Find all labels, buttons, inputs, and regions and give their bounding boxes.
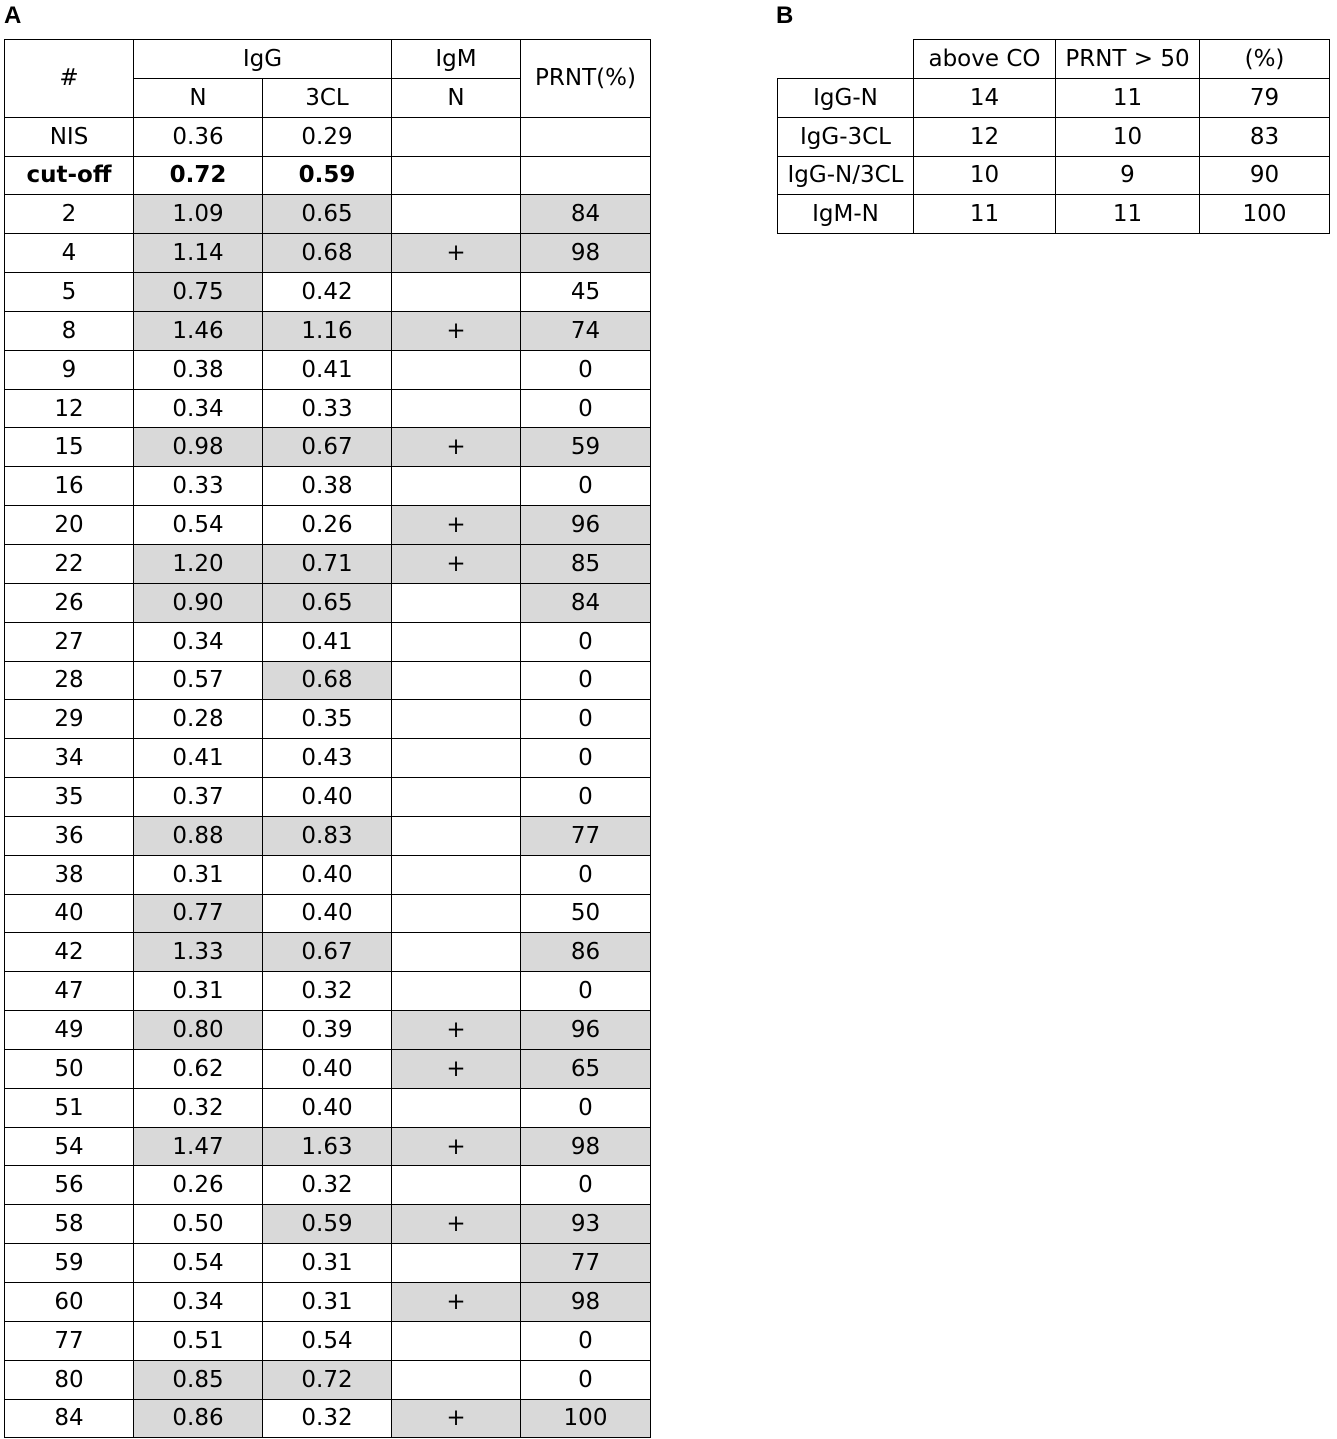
table-row xyxy=(5,1088,651,1127)
igm-n-cell xyxy=(392,389,521,428)
table-row xyxy=(5,894,651,933)
igg-3cl-cell: 0.32 xyxy=(263,972,392,1011)
table-row xyxy=(5,1283,651,1322)
igg-3cl-cell: 0.26 xyxy=(263,506,392,545)
header-igm: IgM xyxy=(392,40,521,79)
igg-n-cell: 1.20 xyxy=(134,544,263,583)
table-a-body xyxy=(5,117,651,1438)
prnt-cell: 84 xyxy=(521,195,651,234)
table-row xyxy=(5,311,651,350)
prnt-cell: 77 xyxy=(521,1244,651,1283)
prnt-cell: 59 xyxy=(521,428,651,467)
sample-id-cell: 16 xyxy=(5,467,134,506)
table-row xyxy=(5,1399,651,1438)
summary-header-prnt: PRNT > 50 xyxy=(1056,40,1200,79)
igm-n-cell xyxy=(392,622,521,661)
summary-header-percent: (%) xyxy=(1200,40,1330,79)
igm-n-cell xyxy=(392,700,521,739)
igg-3cl-cell: 0.40 xyxy=(263,894,392,933)
sample-id-cell: 35 xyxy=(5,778,134,817)
summary-percent-cell: 100 xyxy=(1200,195,1330,234)
sample-id-cell: 28 xyxy=(5,661,134,700)
prnt-cell: 0 xyxy=(521,1360,651,1399)
table-row xyxy=(5,1360,651,1399)
igg-3cl-cell: 1.63 xyxy=(263,1127,392,1166)
prnt-cell: 77 xyxy=(521,816,651,855)
sample-id-cell: 40 xyxy=(5,894,134,933)
igg-3cl-cell: 0.40 xyxy=(263,855,392,894)
table-row xyxy=(5,583,651,622)
header-prnt: PRNT(%) xyxy=(521,40,651,118)
igm-n-cell: + xyxy=(392,1283,521,1322)
sample-id-cell: 34 xyxy=(5,739,134,778)
sample-id-cell: 47 xyxy=(5,972,134,1011)
sample-id-cell: 56 xyxy=(5,1166,134,1205)
igg-n-cell: 0.98 xyxy=(134,428,263,467)
igm-n-cell xyxy=(392,739,521,778)
table-row xyxy=(5,1205,651,1244)
igg-3cl-cell: 0.65 xyxy=(263,195,392,234)
sample-id-cell: cut-off xyxy=(5,156,134,195)
igm-n-cell: + xyxy=(392,1399,521,1438)
prnt-cell: 0 xyxy=(521,700,651,739)
igm-n-cell xyxy=(392,816,521,855)
igm-n-cell: + xyxy=(392,544,521,583)
igm-n-cell xyxy=(392,972,521,1011)
igm-n-cell: + xyxy=(392,1011,521,1050)
igg-n-cell: 0.88 xyxy=(134,816,263,855)
prnt-cell: 96 xyxy=(521,506,651,545)
sample-id-cell: 9 xyxy=(5,350,134,389)
sample-id-cell: 51 xyxy=(5,1088,134,1127)
igg-n-cell: 0.57 xyxy=(134,661,263,700)
table-row xyxy=(5,273,651,312)
summary-above-co-cell: 12 xyxy=(914,117,1056,156)
igg-n-cell: 1.33 xyxy=(134,933,263,972)
igm-n-cell xyxy=(392,156,521,195)
prnt-cell: 93 xyxy=(521,1205,651,1244)
sample-id-cell: 2 xyxy=(5,195,134,234)
prnt-cell: 0 xyxy=(521,661,651,700)
prnt-cell: 50 xyxy=(521,894,651,933)
prnt-cell: 0 xyxy=(521,350,651,389)
igm-n-cell xyxy=(392,1088,521,1127)
igg-n-cell: 0.32 xyxy=(134,1088,263,1127)
igg-n-cell: 0.36 xyxy=(134,117,263,156)
summary-corner-cell xyxy=(778,40,914,79)
sample-id-cell: 22 xyxy=(5,544,134,583)
prnt-cell: 98 xyxy=(521,234,651,273)
table-row xyxy=(5,622,651,661)
panel-b-label: B xyxy=(776,2,794,29)
sample-id-cell: 58 xyxy=(5,1205,134,1244)
igm-n-cell xyxy=(392,467,521,506)
igg-3cl-cell: 0.40 xyxy=(263,1049,392,1088)
sample-id-cell: 12 xyxy=(5,389,134,428)
header-igm-n: N xyxy=(392,78,521,117)
summary-prnt-cell: 10 xyxy=(1056,117,1200,156)
igm-n-cell xyxy=(392,273,521,312)
igg-3cl-cell: 0.65 xyxy=(263,583,392,622)
sample-id-cell: 4 xyxy=(5,234,134,273)
table-row xyxy=(5,933,651,972)
igg-n-cell: 1.09 xyxy=(134,195,263,234)
igg-n-cell: 0.31 xyxy=(134,855,263,894)
igg-n-cell: 0.54 xyxy=(134,1244,263,1283)
igg-n-cell: 0.54 xyxy=(134,506,263,545)
igg-n-cell: 0.38 xyxy=(134,350,263,389)
igg-3cl-cell: 0.41 xyxy=(263,622,392,661)
prnt-cell: 86 xyxy=(521,933,651,972)
table-row xyxy=(5,506,651,545)
igm-n-cell xyxy=(392,855,521,894)
header-hash: # xyxy=(5,40,134,118)
table-row xyxy=(5,156,651,195)
summary-prnt-cell: 9 xyxy=(1056,156,1200,195)
sample-id-cell: 20 xyxy=(5,506,134,545)
prnt-cell: 0 xyxy=(521,622,651,661)
sample-id-cell: 49 xyxy=(5,1011,134,1050)
summary-header-above-co: above CO xyxy=(914,40,1056,79)
igg-n-cell: 0.86 xyxy=(134,1399,263,1438)
header-igg: IgG xyxy=(134,40,392,79)
igg-n-cell: 0.80 xyxy=(134,1011,263,1050)
table-row xyxy=(778,195,1330,234)
igg-3cl-cell: 0.35 xyxy=(263,700,392,739)
summary-row-label: IgG-3CL xyxy=(778,117,914,156)
sample-id-cell: 42 xyxy=(5,933,134,972)
igm-n-cell: + xyxy=(392,428,521,467)
table-row xyxy=(5,972,651,1011)
table-row xyxy=(5,350,651,389)
table-row xyxy=(5,1166,651,1205)
igm-n-cell: + xyxy=(392,506,521,545)
igg-3cl-cell: 0.67 xyxy=(263,428,392,467)
prnt-cell: 84 xyxy=(521,583,651,622)
igg-n-cell: 0.72 xyxy=(134,156,263,195)
igg-n-cell: 0.85 xyxy=(134,1360,263,1399)
table-row xyxy=(5,467,651,506)
header-igg-3cl: 3CL xyxy=(263,78,392,117)
prnt-cell: 0 xyxy=(521,1321,651,1360)
igg-3cl-cell: 0.40 xyxy=(263,778,392,817)
igg-n-cell: 0.26 xyxy=(134,1166,263,1205)
table-row xyxy=(5,855,651,894)
summary-row-label: IgG-N/3CL xyxy=(778,156,914,195)
igg-n-cell: 0.34 xyxy=(134,1283,263,1322)
summary-percent-cell: 90 xyxy=(1200,156,1330,195)
igg-3cl-cell: 0.43 xyxy=(263,739,392,778)
igg-3cl-cell: 0.31 xyxy=(263,1244,392,1283)
table-row xyxy=(5,1011,651,1050)
igg-3cl-cell: 0.29 xyxy=(263,117,392,156)
sample-id-cell: 26 xyxy=(5,583,134,622)
igg-3cl-cell: 0.59 xyxy=(263,1205,392,1244)
summary-prnt-cell: 11 xyxy=(1056,195,1200,234)
igm-n-cell xyxy=(392,778,521,817)
igm-n-cell: + xyxy=(392,234,521,273)
igg-n-cell: 1.47 xyxy=(134,1127,263,1166)
table-row xyxy=(5,700,651,739)
igg-n-cell: 0.51 xyxy=(134,1321,263,1360)
table-row xyxy=(5,1127,651,1166)
sample-id-cell: 38 xyxy=(5,855,134,894)
igg-3cl-cell: 0.54 xyxy=(263,1321,392,1360)
igm-n-cell xyxy=(392,195,521,234)
igg-3cl-cell: 0.59 xyxy=(263,156,392,195)
sample-id-cell: 77 xyxy=(5,1321,134,1360)
igg-3cl-cell: 0.71 xyxy=(263,544,392,583)
table-row xyxy=(5,661,651,700)
igm-n-cell xyxy=(392,350,521,389)
prnt-cell: 0 xyxy=(521,972,651,1011)
table-row xyxy=(5,1049,651,1088)
sample-id-cell: 60 xyxy=(5,1283,134,1322)
igg-n-cell: 0.28 xyxy=(134,700,263,739)
table-row xyxy=(778,78,1330,117)
igg-n-cell: 0.34 xyxy=(134,622,263,661)
prnt-cell: 0 xyxy=(521,1088,651,1127)
igm-n-cell: + xyxy=(392,1205,521,1244)
igg-3cl-cell: 0.68 xyxy=(263,661,392,700)
sample-id-cell: 5 xyxy=(5,273,134,312)
prnt-cell: 96 xyxy=(521,1011,651,1050)
igg-n-cell: 0.31 xyxy=(134,972,263,1011)
table-row xyxy=(5,816,651,855)
sample-id-cell: 54 xyxy=(5,1127,134,1166)
table-row xyxy=(5,739,651,778)
igg-3cl-cell: 1.16 xyxy=(263,311,392,350)
summary-above-co-cell: 14 xyxy=(914,78,1056,117)
antibody-prnt-table xyxy=(4,39,651,1438)
igg-n-cell: 0.75 xyxy=(134,273,263,312)
table-row xyxy=(778,156,1330,195)
igm-n-cell xyxy=(392,1360,521,1399)
igm-n-cell: + xyxy=(392,311,521,350)
igg-3cl-cell: 0.40 xyxy=(263,1088,392,1127)
igg-3cl-cell: 0.31 xyxy=(263,1283,392,1322)
prnt-cell: 100 xyxy=(521,1399,651,1438)
table-row xyxy=(5,234,651,273)
summary-table xyxy=(777,39,1330,234)
sample-id-cell: NIS xyxy=(5,117,134,156)
igg-n-cell: 0.90 xyxy=(134,583,263,622)
prnt-cell: 0 xyxy=(521,855,651,894)
igg-3cl-cell: 0.41 xyxy=(263,350,392,389)
table-row xyxy=(5,544,651,583)
igg-n-cell: 0.77 xyxy=(134,894,263,933)
igg-3cl-cell: 0.32 xyxy=(263,1399,392,1438)
igg-n-cell: 0.37 xyxy=(134,778,263,817)
igg-n-cell: 0.41 xyxy=(134,739,263,778)
igm-n-cell xyxy=(392,1244,521,1283)
igg-3cl-cell: 0.38 xyxy=(263,467,392,506)
prnt-cell: 0 xyxy=(521,467,651,506)
prnt-cell xyxy=(521,117,651,156)
prnt-cell: 98 xyxy=(521,1127,651,1166)
prnt-cell: 0 xyxy=(521,1166,651,1205)
sample-id-cell: 80 xyxy=(5,1360,134,1399)
prnt-cell: 65 xyxy=(521,1049,651,1088)
prnt-cell: 0 xyxy=(521,739,651,778)
igg-3cl-cell: 0.33 xyxy=(263,389,392,428)
sample-id-cell: 36 xyxy=(5,816,134,855)
igg-n-cell: 0.33 xyxy=(134,467,263,506)
igg-n-cell: 0.50 xyxy=(134,1205,263,1244)
summary-above-co-cell: 10 xyxy=(914,156,1056,195)
table-row xyxy=(778,117,1330,156)
table-row xyxy=(5,1321,651,1360)
prnt-cell xyxy=(521,156,651,195)
igg-n-cell: 0.34 xyxy=(134,389,263,428)
summary-row-label: IgM-N xyxy=(778,195,914,234)
prnt-cell: 85 xyxy=(521,544,651,583)
igg-3cl-cell: 0.68 xyxy=(263,234,392,273)
igg-n-cell: 0.62 xyxy=(134,1049,263,1088)
igg-n-cell: 1.14 xyxy=(134,234,263,273)
igg-3cl-cell: 0.72 xyxy=(263,1360,392,1399)
sample-id-cell: 50 xyxy=(5,1049,134,1088)
igm-n-cell xyxy=(392,117,521,156)
table-row xyxy=(5,428,651,467)
table-row xyxy=(5,778,651,817)
igm-n-cell xyxy=(392,1166,521,1205)
table-row xyxy=(5,389,651,428)
igg-3cl-cell: 0.32 xyxy=(263,1166,392,1205)
table-b-body xyxy=(778,78,1330,233)
summary-above-co-cell: 11 xyxy=(914,195,1056,234)
prnt-cell: 74 xyxy=(521,311,651,350)
igg-3cl-cell: 0.83 xyxy=(263,816,392,855)
summary-percent-cell: 79 xyxy=(1200,78,1330,117)
sample-id-cell: 8 xyxy=(5,311,134,350)
igm-n-cell xyxy=(392,661,521,700)
sample-id-cell: 29 xyxy=(5,700,134,739)
prnt-cell: 0 xyxy=(521,778,651,817)
summary-percent-cell: 83 xyxy=(1200,117,1330,156)
igm-n-cell: + xyxy=(392,1127,521,1166)
prnt-cell: 98 xyxy=(521,1283,651,1322)
table-row xyxy=(5,1244,651,1283)
panel-a-label: A xyxy=(4,2,22,29)
sample-id-cell: 15 xyxy=(5,428,134,467)
header-igg-n: N xyxy=(134,78,263,117)
igm-n-cell xyxy=(392,1321,521,1360)
igm-n-cell xyxy=(392,894,521,933)
igm-n-cell: + xyxy=(392,1049,521,1088)
table-row xyxy=(5,117,651,156)
igg-3cl-cell: 0.67 xyxy=(263,933,392,972)
sample-id-cell: 27 xyxy=(5,622,134,661)
igg-n-cell: 1.46 xyxy=(134,311,263,350)
summary-row-label: IgG-N xyxy=(778,78,914,117)
igg-3cl-cell: 0.39 xyxy=(263,1011,392,1050)
sample-id-cell: 59 xyxy=(5,1244,134,1283)
table-row xyxy=(5,195,651,234)
prnt-cell: 45 xyxy=(521,273,651,312)
prnt-cell: 0 xyxy=(521,389,651,428)
summary-prnt-cell: 11 xyxy=(1056,78,1200,117)
sample-id-cell: 84 xyxy=(5,1399,134,1438)
igm-n-cell xyxy=(392,933,521,972)
igg-3cl-cell: 0.42 xyxy=(263,273,392,312)
igm-n-cell xyxy=(392,583,521,622)
